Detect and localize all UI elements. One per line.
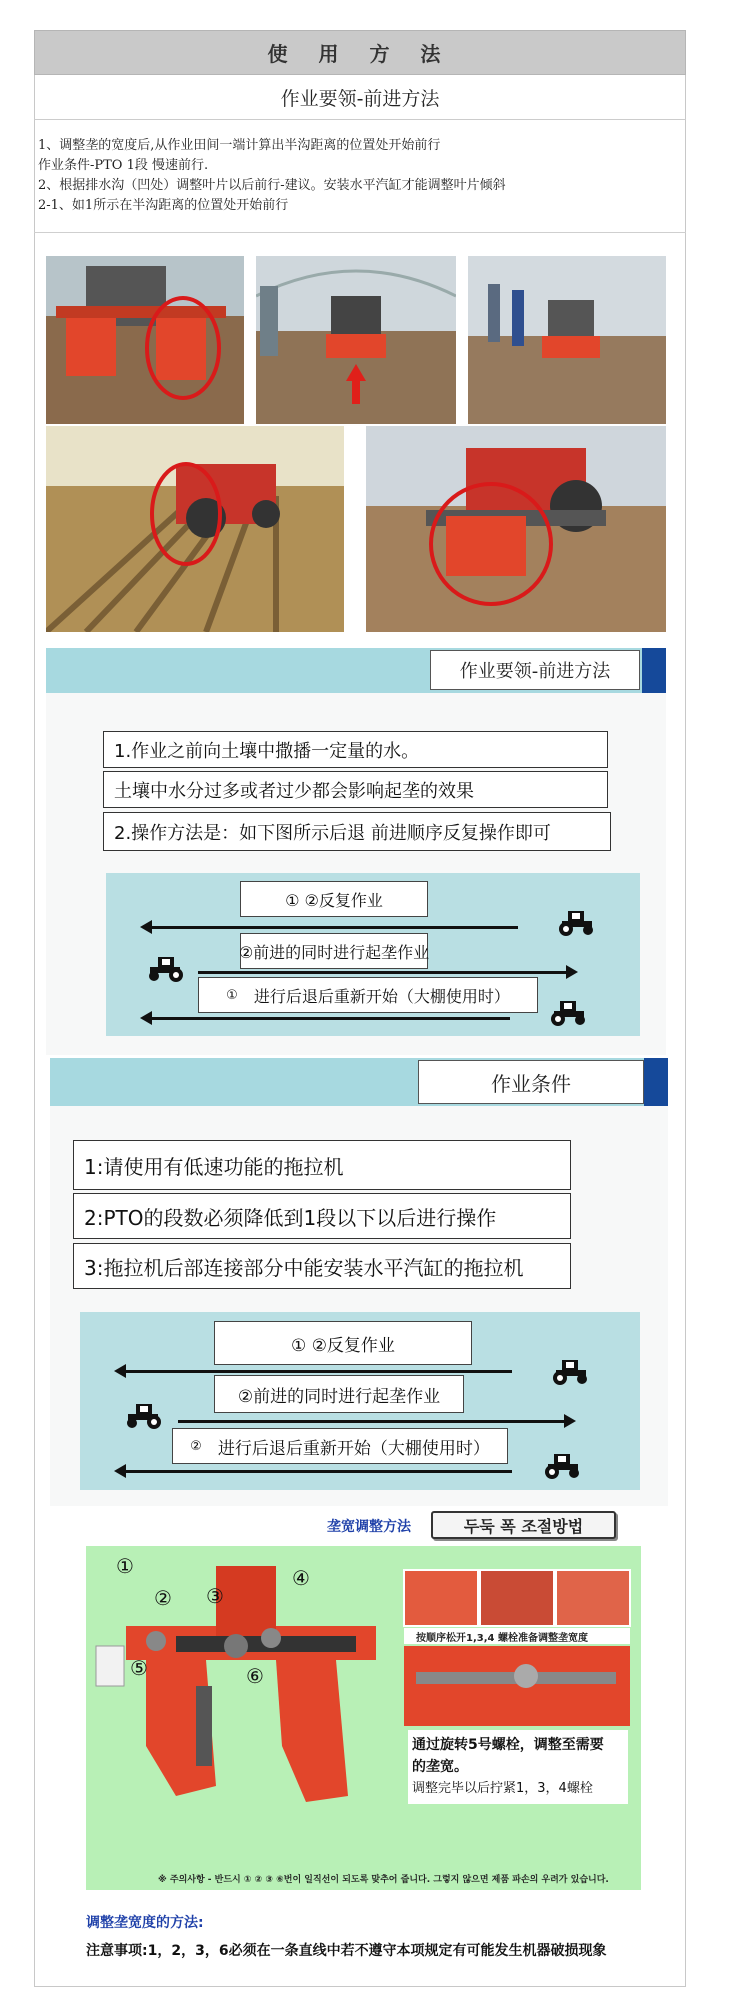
divider bbox=[34, 232, 686, 233]
photo-implement-rear-closeup bbox=[366, 426, 666, 632]
instruction-line: 的垄宽。 bbox=[412, 1759, 468, 1775]
callout-1: ① bbox=[116, 1554, 134, 1578]
page-title: 使 用 方 法 bbox=[34, 30, 686, 75]
repeat-label: ① ②反复作业 bbox=[214, 1321, 472, 1365]
circle-mark: ② bbox=[190, 1438, 202, 1454]
intro-line: 作业条件-PTO 1段 慢速前行. bbox=[38, 158, 209, 173]
reverse-arrow bbox=[124, 1370, 512, 1373]
reverse-arrow bbox=[124, 1470, 512, 1473]
photo-greenhouse-implement-closeup bbox=[46, 256, 244, 424]
width-instruction bbox=[412, 1734, 604, 1800]
banner-title: 作业要领-前进方法 bbox=[430, 650, 640, 690]
photo-tractor-in-field bbox=[46, 426, 344, 632]
korean-caution-note: ※ 주의사항 - 반드시 ① ② ③ ⑥번이 일직선이 되도록 맞추어 줍니다. 그렇지 않으면 제품 파손의 우려가 있습니다. bbox=[158, 1875, 609, 1885]
width-adjust-title: 垄宽调整方法 bbox=[327, 1519, 411, 1535]
forward-label: ②前进的同时进行起垄作业 bbox=[214, 1375, 464, 1413]
operation-diagram bbox=[106, 873, 640, 1036]
banner-title: 作业条件 bbox=[418, 1060, 644, 1104]
tractor-icon bbox=[122, 1400, 166, 1430]
instruction-line: 通过旋转5号螺栓，调整至需要 bbox=[412, 1737, 604, 1753]
intro-text bbox=[38, 136, 678, 216]
reverse-restart-text: 进行后退后重新开始（大棚使用时） bbox=[217, 1438, 490, 1459]
intro-line: 2-1、如1所示在半沟距离的位置处开始前行 bbox=[38, 198, 289, 213]
tractor-icon bbox=[540, 1450, 584, 1480]
section-banner-forward-method bbox=[46, 648, 666, 693]
section-banner-work-conditions bbox=[50, 1058, 668, 1106]
callout-6: ⑥ bbox=[246, 1664, 264, 1688]
instruction-box: 1.作业之前向土壤中撒播一定量的水。 bbox=[103, 731, 608, 768]
intro-line: 1、调整垄的宽度后,从作业田间一端计算出半沟距离的位置处开始前行 bbox=[38, 138, 441, 153]
korean-title-badge: 두둑 폭 조절방법 bbox=[431, 1511, 616, 1539]
reverse-restart-text: 进行后退后重新开始（大棚使用时） bbox=[253, 986, 510, 1006]
method-title: 调整垄宽度的方法: bbox=[86, 1915, 204, 1931]
instruction-box: 土壤中水分过多或者过少都会影响起垄的效果 bbox=[103, 771, 608, 808]
tractor-icon bbox=[546, 997, 590, 1027]
method-note: 注意事项:1，2，3，6必须在一条直线中若不遵守本项规定有可能发生机器破损现象 bbox=[86, 1943, 607, 1959]
callout-4: ④ bbox=[292, 1566, 310, 1590]
reverse-restart-label bbox=[198, 977, 538, 1013]
tractor-icon bbox=[548, 1356, 592, 1386]
circle-mark: ① bbox=[226, 987, 238, 1003]
tractor-icon bbox=[144, 953, 188, 983]
photo-greenhouse-workers bbox=[468, 256, 666, 424]
repeat-label: ① ②反复作业 bbox=[240, 881, 428, 917]
page-subtitle: 作业要领-前进方法 bbox=[34, 76, 686, 120]
reverse-arrow bbox=[150, 1017, 510, 1020]
condition-box: 2:PTO的段数必须降低到1段以下以后进行操作 bbox=[73, 1193, 571, 1239]
operation-diagram bbox=[80, 1312, 640, 1490]
forward-arrow bbox=[198, 971, 568, 974]
photo-greenhouse-rear-view bbox=[256, 256, 456, 424]
condition-box: 3:拖拉机后部连接部分中能安装水平汽缸的拖拉机 bbox=[73, 1243, 571, 1289]
forward-label: ②前进的同时进行起垄作业 bbox=[240, 933, 428, 969]
callout-2: ② bbox=[154, 1586, 172, 1610]
condition-box: 1:请使用有低速功能的拖拉机 bbox=[73, 1140, 571, 1190]
banner-edge bbox=[644, 1058, 668, 1106]
callout-3: ③ bbox=[206, 1584, 224, 1608]
forward-arrow bbox=[178, 1420, 566, 1423]
reverse-arrow bbox=[150, 926, 518, 929]
tractor-icon bbox=[554, 907, 598, 937]
instruction-line: 调整完毕以后拧紧1，3，4螺栓 bbox=[412, 1781, 593, 1796]
width-adjust-panel bbox=[86, 1546, 641, 1890]
reverse-restart-label bbox=[172, 1428, 508, 1464]
banner-edge bbox=[642, 648, 666, 693]
inset-caption: 按顺序松开1,3,4 螺栓准备调整垄宽度 bbox=[416, 1633, 588, 1644]
intro-line: 2、根据排水沟（凹处）调整叶片以后前行-建议。安装水平汽缸才能调整叶片倾斜 bbox=[38, 178, 506, 193]
instruction-box: 2.操作方法是：如下图所示后退 前进顺序反复操作即可 bbox=[103, 812, 611, 851]
callout-5: ⑤ bbox=[130, 1656, 148, 1680]
